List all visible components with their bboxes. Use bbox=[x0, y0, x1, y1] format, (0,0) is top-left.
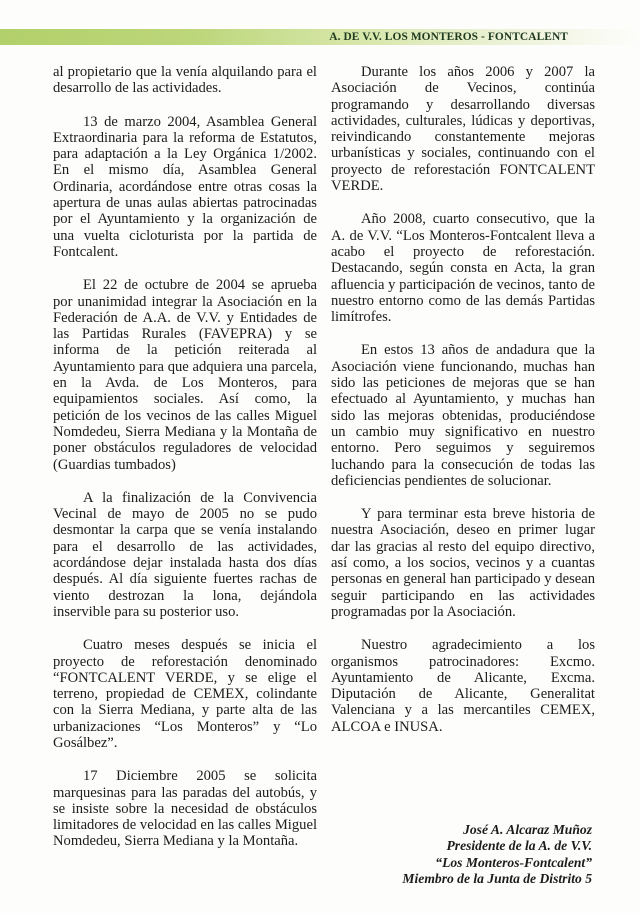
signature-organization: “Los Monteros-Fontcalent” bbox=[435, 854, 592, 870]
paragraph-thanks: Y para terminar esta breve historia de nuestra Asociación, deseo en primer lugar dar las gracias al resto del equipo directivo, así como, a los socios, vecinos y a cuantas personas en general han participado y desean seguir participando en las actividades programadas por la Asociación. bbox=[331, 506, 595, 620]
paragraph-reforestation-start: Cuatro meses después se inicia el proyecto de reforestación denominado “FONTCALENT VERDE, y se elige el terreno, propiedad de CEMEX, colindante con la Sierra Mediana, y parte alta de las urbanizaciones “Los Monteros” y “Lo Gosálbez”. bbox=[53, 637, 317, 751]
paragraph-convivencia-2005: A la finalización de la Convivencia Vecinal de mayo de 2005 no se pudo desmontar la carpa que se venía instalando para el desarrollo de las actividades, acordándose dejar instalada hasta dos días después. Al día siguiente fuertes rachas de viento destrozan la lona, dejándola inservible para su posterior uso. bbox=[53, 489, 317, 620]
paragraph-2006-2007: Durante los años 2006 y 2007 la Asociación de Vecinos, continúa programando y desarrollando diversas actividades, culturales, lúdicas y deportivas, reivindicando constantemente mejoras urbanísticas y sociales, continuando con el proyecto de reforestación FONTCALENT VERDE. bbox=[331, 64, 595, 195]
right-column bbox=[331, 64, 595, 752]
paragraph-assembly-2004: 13 de marzo 2004, Asamblea General Extraordinaria para la reforma de Estatutos, para adaptación a la Ley Orgánica 1/2002. En el mismo día, Asamblea General Ordinaria, acordándose entre otras cosas la apertura de unas aulas abiertas patrocinadas por el Ayuntamiento y la organización de una vuelta cicloturista por la partida de Fontcalent. bbox=[53, 113, 317, 260]
paragraph-december-2005: 17 Diciembre 2005 se solicita marquesinas para las paradas del autobús, y se insiste sobre la necesidad de obstáculos limitadores de velocidad en las calles Miguel Nomdedeu, Sierra Mediana y la Montaña. bbox=[53, 768, 317, 850]
paragraph-2008: Año 2008, cuarto consecutivo, que la A. de V.V. “Los Monteros-Fontcalent lleva a acabo el proyecto de reforestación. Destacando, según consta en Acta, la gran afluencia y participación de vecinos, tanto de nuestro entorno como de las demás Partidas limítrofes. bbox=[331, 211, 595, 326]
signature-block bbox=[402, 822, 592, 888]
paragraph-continuation: al propietario que la venía alquilando para el desarrollo de las actividades. bbox=[53, 64, 317, 97]
paragraph-favepra-2004: El 22 de octubre de 2004 se aprueba por unanimidad integrar la Asociación en la Federación de A.A. de V.V. y Entidades de las Partidas Rurales (FAVEPRA) y se informa de la petición reiterada al Ayuntamiento para que adquiera una parcela, en la Avda. de Los Monteros, para equipamientos sociales. Así como, la petición de los vecinos de las calles Miguel Nomdedeu, Sierra Mediana y la Montaña de poner obstáculos reguladores de velocidad (Guardias tumbados) bbox=[53, 277, 317, 473]
paragraph-sponsors: Nuestro agradecimiento a los organismos patrocinadores: Excmo. Ayuntamiento de Alicante, Excma. Diputación de Alicante, Generalitat Valenciana y a las mercantiles CEMEX, ALCOA e INUSA. bbox=[331, 637, 595, 735]
paragraph-13-years: En estos 13 años de andadura que la Asociación viene funcionando, muchas han sido las peticiones de mejoras que se han efectuado al Ayuntamiento, y muchas han sido las mejoras obtenidas, produciéndose un cambio muy significativo en nuestro entorno. Pero seguimos y seguiremos luchando para la consecución de todas las deficiencias pendientes de solucionar. bbox=[331, 342, 595, 489]
running-header-title: A. DE V.V. LOS MONTEROS - FONTCALENT bbox=[329, 31, 568, 43]
signature-membership: Miembro de la Junta de Distrito 5 bbox=[402, 871, 592, 887]
left-column bbox=[53, 64, 317, 867]
signature-name: José A. Alcaraz Muñoz bbox=[463, 822, 592, 837]
signature-role: Presidente de la A. de V.V. bbox=[446, 838, 592, 854]
